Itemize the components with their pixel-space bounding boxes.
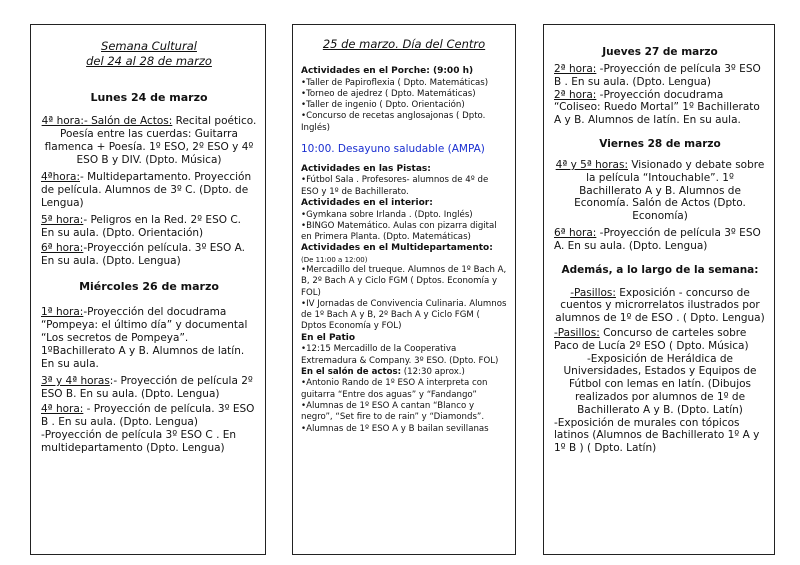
wednesday-item-2-label: 3ª y 4ª horas — [41, 375, 110, 387]
week-item-4: -Exposición de murales con tópicos latinos (Alumnos de Bachillerato 1º A y 1º B ) ( Dpto. Latín) — [554, 416, 760, 455]
friday-item-1-label: 4ª y 5ª horas: — [555, 158, 628, 171]
panel-semana-cultural — [30, 24, 266, 555]
monday-item-2-label: 4ªhora: — [41, 171, 80, 183]
friday-item-2-label: 6ª hora: — [554, 226, 597, 239]
monday-item-1-text: Recital poético. Poesía entre las cuerdas: Guitarra flamenca + Poesía. 1º ESO, 2º ESO y 4º ESO B y DIV. (Dpto. Música) — [44, 115, 257, 166]
wednesday-item-2-text: :- Proyección de película 2º ESO B. En su aula. (Dpto. Lengua) — [41, 375, 253, 400]
monday-item-4 — [41, 242, 257, 268]
friday-item-1-text: Visionado y debate sobre la película “Intouchable”. 1º Bachillerato A y B. Alumnos de Economía. Salón de Actos (Dpto. Economía) — [574, 158, 765, 223]
monday-item-3-label: 5ª hora: — [41, 214, 84, 226]
friday-heading: Viernes 28 de marzo — [599, 137, 721, 150]
porche-list: •Taller de Papiroflexia ( Dpto. Matemáticas) •Torneo de ajedrez ( Dpto. Matemáticas) •Taller de ingenio ( Dpto. Orientación) •Concurso de recetas anglosajonas ( Dpto. Inglés) — [301, 77, 489, 133]
thursday-item-2 — [554, 89, 766, 127]
multidepartamento-time: (De 11:00 a 12:00) — [301, 255, 368, 264]
monday-heading: Lunes 24 de marzo — [90, 91, 208, 104]
week-item-3: -Exposición de Heráldica de Universidades, Estados y Equipos de Fútbol con lemas en latín. (Dibujos realizados por alumnos de 1º de Bachillerato A y B. (Dpto. Latín) — [563, 352, 757, 416]
week-item-1-text: Exposición - concurso de cuentos y microrrelatos ilustrados por alumnos de 1º de ESO . ( Dpto. Lengua) — [555, 286, 765, 325]
multidepartamento-heading: Actividades en el Multidepartamento: — [301, 243, 493, 254]
pistas-heading: Actividades en las Pistas: — [301, 163, 431, 174]
wednesday-item-3 — [41, 403, 257, 429]
week-heading: Además, a lo largo de la semana: — [561, 263, 759, 276]
wednesday-heading: Miércoles 26 de marzo — [79, 280, 219, 293]
wednesday-item-1-text: -Proyección del docudrama “Pompeya: el último día” y documental “Los secretos de Pompeya”. 1ºBachillerato A y B. Alumnos de latín. En su aula. — [41, 306, 248, 370]
panel-dia-del-centro — [292, 24, 516, 555]
pistas-list: •Fútbol Sala . Profesores- alumnos de 4º de ESO y 1º de Bachillerato. — [301, 175, 489, 197]
wednesday-item-3-text: - Proyección de película. 3º ESO B . En su aula. (Dpto. Lengua) — [41, 403, 255, 428]
monday-item-4-label: 6ª hora: — [41, 242, 84, 254]
interior-heading: Actividades en el interior: — [301, 198, 433, 209]
wednesday-item-2 — [41, 375, 257, 401]
wednesday-item-3-label: 4ª hora: — [41, 403, 84, 415]
friday-item-2 — [554, 227, 766, 253]
multidepartamento-list: •Mercadillo del trueque. Alumnos de 1º Bach A, B, 2º Bach A y Ciclo FGM ( Dptos. Economía y FOL) •IV Jornadas de Convivencia Culinaria. Alumnos de 1º Bach A y B, 2º Bach A y Ciclo FGM ( Dptos Economía y FOL) — [301, 264, 507, 332]
wednesday-item-1-label: 1ª hora: — [41, 306, 84, 318]
salon-heading-line — [301, 367, 507, 379]
panel-jueves-viernes — [543, 24, 775, 555]
week-item-2 — [554, 327, 766, 353]
thursday-item-1-label: 2ª hora: — [554, 63, 597, 75]
thursday-item-1-text: -Proyección de película 3º ESO B . En su aula. (Dpto. Lengua) — [554, 63, 761, 88]
monday-item-3-text: - Peligros en la Red. 2º ESO C. En su aula. (Dpto. Orientación) — [41, 214, 242, 239]
week-item-1-label: -Pasillos: — [570, 286, 616, 299]
thursday-item-2-label: 2ª hora: — [554, 88, 597, 101]
panel1-title-line2: del 24 al 28 de marzo — [86, 54, 212, 68]
thursday-item-2-text: -Proyección docudrama “Coliseo: Ruedo Mortal” 1º Bachillerato A y B. Alumnos de latín. En su aula. — [554, 88, 760, 127]
friday-item-2-text: -Proyección de película 3º ESO A. En su aula. (Dpto. Lengua) — [554, 226, 761, 252]
monday-item-2 — [41, 171, 257, 210]
monday-item-1 — [41, 115, 257, 167]
week-item-2-label: -Pasillos: — [554, 326, 600, 339]
monday-item-4-text: -Proyección película. 3º ESO A. En su aula. (Dpto. Lengua) — [41, 242, 245, 267]
wednesday-item-1 — [41, 306, 257, 371]
monday-item-1-label: 4ª hora:- Salón de Actos: — [41, 115, 173, 127]
friday-item-1 — [554, 159, 766, 223]
monday-item-2-text: - Multidepartamento. Proyección de película. Alumnos de 3º C. (Dpto. de Lengua) — [41, 171, 252, 209]
salon-list: •Antonio Rando de 1º ESO A interpreta con guitarra “Entre dos aguas” y “Fandango” •Alumnas de 1º ESO A cantan “Blanco y negro”, “Set fire to de rain” y “Diamonds”. •Alumnas de 1º ESO A y B bailan sevillanas — [301, 378, 489, 434]
panel1-title-line1: Semana Cultural — [101, 39, 197, 53]
patio-heading: En el Patio — [301, 332, 356, 343]
breakfast-line: 10:00. Desayuno saludable (AMPA) — [301, 142, 485, 155]
porche-heading: Actividades en el Porche: (9:00 h) — [301, 66, 474, 76]
salon-time: (12:30 aprox.) — [401, 366, 465, 377]
monday-item-3 — [41, 214, 257, 240]
week-item-1 — [554, 287, 766, 325]
wednesday-item-4: -Proyección de película 3º ESO C . En multidepartamento (Dpto. Lengua) — [41, 429, 237, 454]
interior-list: •Gymkana sobre Irlanda . (Dpto. Inglés) •BINGO Matemático. Aulas con pizarra digital en Primera Planta. (Dpto. Matemáticas) — [301, 209, 497, 243]
panel2-title: 25 de marzo. Día del Centro — [322, 37, 486, 51]
salon-heading: En el salón de actos: — [301, 366, 402, 377]
week-item-2-text: Concurso de carteles sobre Paco de Lucía 2º ESO ( Dpto. Música) — [554, 326, 749, 352]
thursday-heading: Jueves 27 de marzo — [602, 46, 718, 58]
patio-list: •12:15 Mercadillo de la Cooperativa Extremadura & Company. 3º ESO. (Dpto. FOL) — [301, 344, 499, 366]
thursday-item-1 — [554, 63, 766, 89]
